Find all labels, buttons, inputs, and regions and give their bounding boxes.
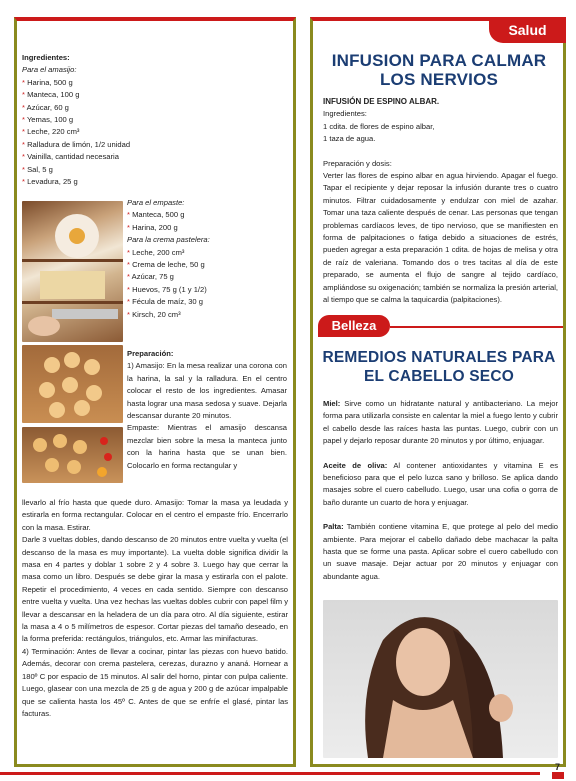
crema-item xyxy=(127,247,287,259)
empaste-list xyxy=(127,209,287,234)
infusion-ingredients-label: Ingredientes: xyxy=(323,109,367,119)
amasijo-item xyxy=(22,126,172,138)
bullet-asterisk-icon: * xyxy=(127,297,133,307)
preparation-empaste: Empaste: Mientras el amasijo descansa mezclar bien sobre la mesa la manteca junto con la harina hasta que se unan bien. Colocarlo en forma rectangular y xyxy=(127,423,287,470)
remedy-oliva xyxy=(323,460,558,510)
amasijo-item-text: Harina, 500 g xyxy=(27,77,73,87)
crema-item-text: Azúcar, 75 g xyxy=(131,272,174,282)
article-title-cabello: REMEDIOS NATURALES PARA EL CABELLO SECO xyxy=(322,349,556,385)
bullet-asterisk-icon: * xyxy=(22,115,27,125)
page-number: 7 xyxy=(554,762,560,772)
amasijo-item-text: Leche, 220 cm³ xyxy=(27,127,80,137)
infusion-prep-text: Verter las flores de espino albar en agua hirviendo. Apagar el fuego. Tapar el recipiente y dejar reposar la infusión durante tres o cuatro minutos. Filtrar cuidadosamente y endulzar con miel de azahar. Tomar una taza caliente después de cenar. Las personas que tengan problemas cardíacos leves, de tipo nervioso, que se manifiesten en forma de palpitaciones o fatiga debido a situaciones de estrés, pueden agregar a esta preparación 1 cdita. de hojas de melisa y otra de raíz de valeriana. Tomando dos o tres tacitas al día de este preparado, se aumenta el flujo de sangre al tejido cardíaco, ampliándose su oxigenación; también se normaliza la presión arterial, al tiempo que se calma la taquicardia (palpitaciones). xyxy=(323,171,558,305)
crema-label: Para la crema pastelera: xyxy=(127,235,210,245)
article-title-infusion: INFUSION PARA CALMAR LOS NERVIOS xyxy=(331,51,547,89)
crema-item-text: Fécula de maíz, 30 g xyxy=(132,297,203,307)
amasijo-item xyxy=(22,114,172,126)
empaste-label: Para el empaste: xyxy=(127,198,185,207)
crema-item xyxy=(127,309,287,321)
preparation-vueltas: Darle 3 vueltas dobles, dando descanso de 20 minutos entre vuelta y vuelta (el descanso de la masa es muy importante). La vuelta doble significa dividir la masa en 4 partes y doblar 1 sobre 2 y 4 sobre 3. Luego hay que cerrar la masa como un libro. Después se debe girar la masa y estirarla con el palote. Repetir el procedimiento, 4 veces en cada sentido. Siempre con descanso entre vuelta y vuelta. Una vez hechas las vueltas dobles cubrir con papel film y llevar a descansar en la heladera de un día para otro. Al día siguiente, estirar la masa a 4 o 5 milímetros de espesor. Cortar piezas del tamaño deseado, en la forma preferida: rectángulos, triángulos, etc. Armar las minifacturas. xyxy=(22,535,288,644)
infusion-prep-label: Preparación y dosis: xyxy=(323,158,392,168)
amasijo-item-text: Ralladura de limón, 1/2 unidad xyxy=(27,139,131,149)
empaste-block xyxy=(127,197,287,321)
remedy-palta-label: Palta: xyxy=(323,522,344,532)
woman-hair-photo xyxy=(323,600,558,758)
remedy-miel-text: Sirve como un hidratante natural y antibacteriano. La mejor forma para utilizarla consiste en calentar la miel a fuego lento y cubrir el cabello desde las raíces hasta las puntas. Luego, cubrir con un papel y dejarlo reposar durante 20 minutos y por último, enjuagar. xyxy=(323,399,558,446)
bullet-asterisk-icon: * xyxy=(127,309,133,319)
amasijo-item xyxy=(22,164,172,176)
decorated-pastries-photo xyxy=(22,427,123,483)
bullet-asterisk-icon: * xyxy=(22,139,28,149)
cabello-block xyxy=(323,398,558,583)
crema-item xyxy=(127,259,287,271)
infusion-ingredient-1: 1 cdita. de flores de espino albar, xyxy=(323,121,435,131)
amasijo-item-text: Sal, 5 g xyxy=(27,164,53,174)
crema-item-text: Kirsch, 20 cm³ xyxy=(132,309,181,319)
amasijo-item-text: Levadura, 25 g xyxy=(27,177,78,187)
preparation-terminacion: 4) Terminación: Antes de llevar a cocinar, pintar las piezas con huevo batido. Además, decorar con crema pastelera, cerezas, durazno y ananá. Hornear a 180º C por espacio de 15 minutos. Al salir del horno, pintar con pulpa caliente. Luego, glasear con una mezcla de 25 g de agua y 200 g de azúcar impalpable que se calienta hasta los 45º C. Antes de que se enfríe el glasé, pintar las facturas. xyxy=(22,646,288,718)
bullet-asterisk-icon: * xyxy=(22,164,28,174)
section-tag-belleza: Belleza xyxy=(318,315,390,337)
bullet-asterisk-icon: * xyxy=(127,272,132,282)
bullet-asterisk-icon: * xyxy=(22,127,28,137)
infusion-heading: INFUSIÓN DE ESPINO ALBAR. xyxy=(323,97,440,106)
amasijo-item-text: Manteca, 100 g xyxy=(27,90,80,100)
remedy-oliva-text: Al contener antioxidantes y vitamina E es beneficioso para que el pelo luzca sano y brilloso. Se aplica dando masajes sobre el cuero cabelludo. Luego, usar una cofia o gorra de baño durante un cuarto de hora y enjuagar. xyxy=(323,460,558,507)
bullet-asterisk-icon: * xyxy=(22,77,28,87)
bullet-asterisk-icon: * xyxy=(127,260,133,270)
preparation-continuation: llevarlo al frío hasta que quede duro. Amasijo: Tomar la masa ya leudada y estirarla en forma rectangular. Colocar en el centro el empaste frío. Encerrarlo con la masa. Estirar. xyxy=(22,498,288,532)
bullet-asterisk-icon: * xyxy=(127,284,133,294)
bullet-asterisk-icon: * xyxy=(22,102,27,112)
amasijo-item xyxy=(22,176,172,188)
remedy-palta-text: También contiene vitamina E, que protege al pelo del medio ambiente. Para mejorar el cabello dañado debe machacar la palta hasta que se forme una pasta. Aplicar sobre el cuero cabelludo con un suave masaje. Dejar actuar por 20 minutos y enjuagar con abundante agua. xyxy=(323,522,558,581)
empaste-item-text: Manteca, 500 g xyxy=(132,210,185,220)
infusion-block xyxy=(323,96,558,307)
amasijo-item xyxy=(22,89,172,101)
dough-preparation-photo xyxy=(22,201,123,342)
remedy-palta xyxy=(323,521,558,583)
bullet-asterisk-icon: * xyxy=(22,90,28,100)
page-footer-bar xyxy=(0,772,540,775)
empaste-item-text: Harina, 200 g xyxy=(132,222,178,232)
amasijo-label: Para el amasijo: xyxy=(22,65,77,75)
bullet-asterisk-icon: * xyxy=(127,222,133,232)
empaste-item xyxy=(127,209,287,221)
bullet-asterisk-icon: * xyxy=(127,247,133,257)
bullet-asterisk-icon: * xyxy=(22,177,28,187)
preparation-narrow xyxy=(127,348,287,472)
remedy-oliva-label: Aceite de oliva: xyxy=(323,460,388,470)
amasijo-item-text: Vainilla, cantidad necesaria xyxy=(27,152,119,162)
section-tag-salud: Salud xyxy=(489,17,566,43)
bullet-asterisk-icon: * xyxy=(127,210,133,220)
amasijo-item xyxy=(22,102,172,114)
amasijo-item-text: Yemas, 100 g xyxy=(26,115,74,125)
crema-item xyxy=(127,271,287,283)
infusion-ingredient-2: 1 taza de agua. xyxy=(323,134,376,144)
pastries-tray-photo xyxy=(22,345,123,423)
amasijo-list xyxy=(22,77,172,189)
empaste-item xyxy=(127,222,287,234)
remedy-miel xyxy=(323,398,558,448)
belleza-divider xyxy=(390,326,563,328)
crema-item-text: Huevos, 75 g (1 y 1/2) xyxy=(132,284,207,294)
amasijo-item xyxy=(22,77,172,89)
crema-item-text: Leche, 200 cm³ xyxy=(132,247,185,257)
remedy-miel-label: Miel: xyxy=(323,399,341,408)
amasijo-item xyxy=(22,151,172,163)
preparation-title: Preparación: xyxy=(127,349,174,358)
ingredients-block xyxy=(22,52,172,188)
ingredients-title: Ingredientes: xyxy=(22,53,70,62)
amasijo-item-text: Azúcar, 60 g xyxy=(26,102,69,112)
crema-list xyxy=(127,247,287,321)
bullet-asterisk-icon: * xyxy=(22,152,28,162)
amasijo-item xyxy=(22,139,172,151)
preparation-full xyxy=(22,497,288,720)
crema-item xyxy=(127,284,287,296)
crema-item xyxy=(127,296,287,308)
page-footer-square xyxy=(552,772,564,779)
preparation-step-1: 1) Amasijo: En la mesa realizar una corona con la harina, la sal y la ralladura. En el centro colocar el resto de los ingredientes. Amasar hasta lograr una masa sedosa y suave. Dejarla descansar durante 20 minutos. xyxy=(127,361,287,421)
crema-item-text: Crema de leche, 50 g xyxy=(132,260,205,270)
